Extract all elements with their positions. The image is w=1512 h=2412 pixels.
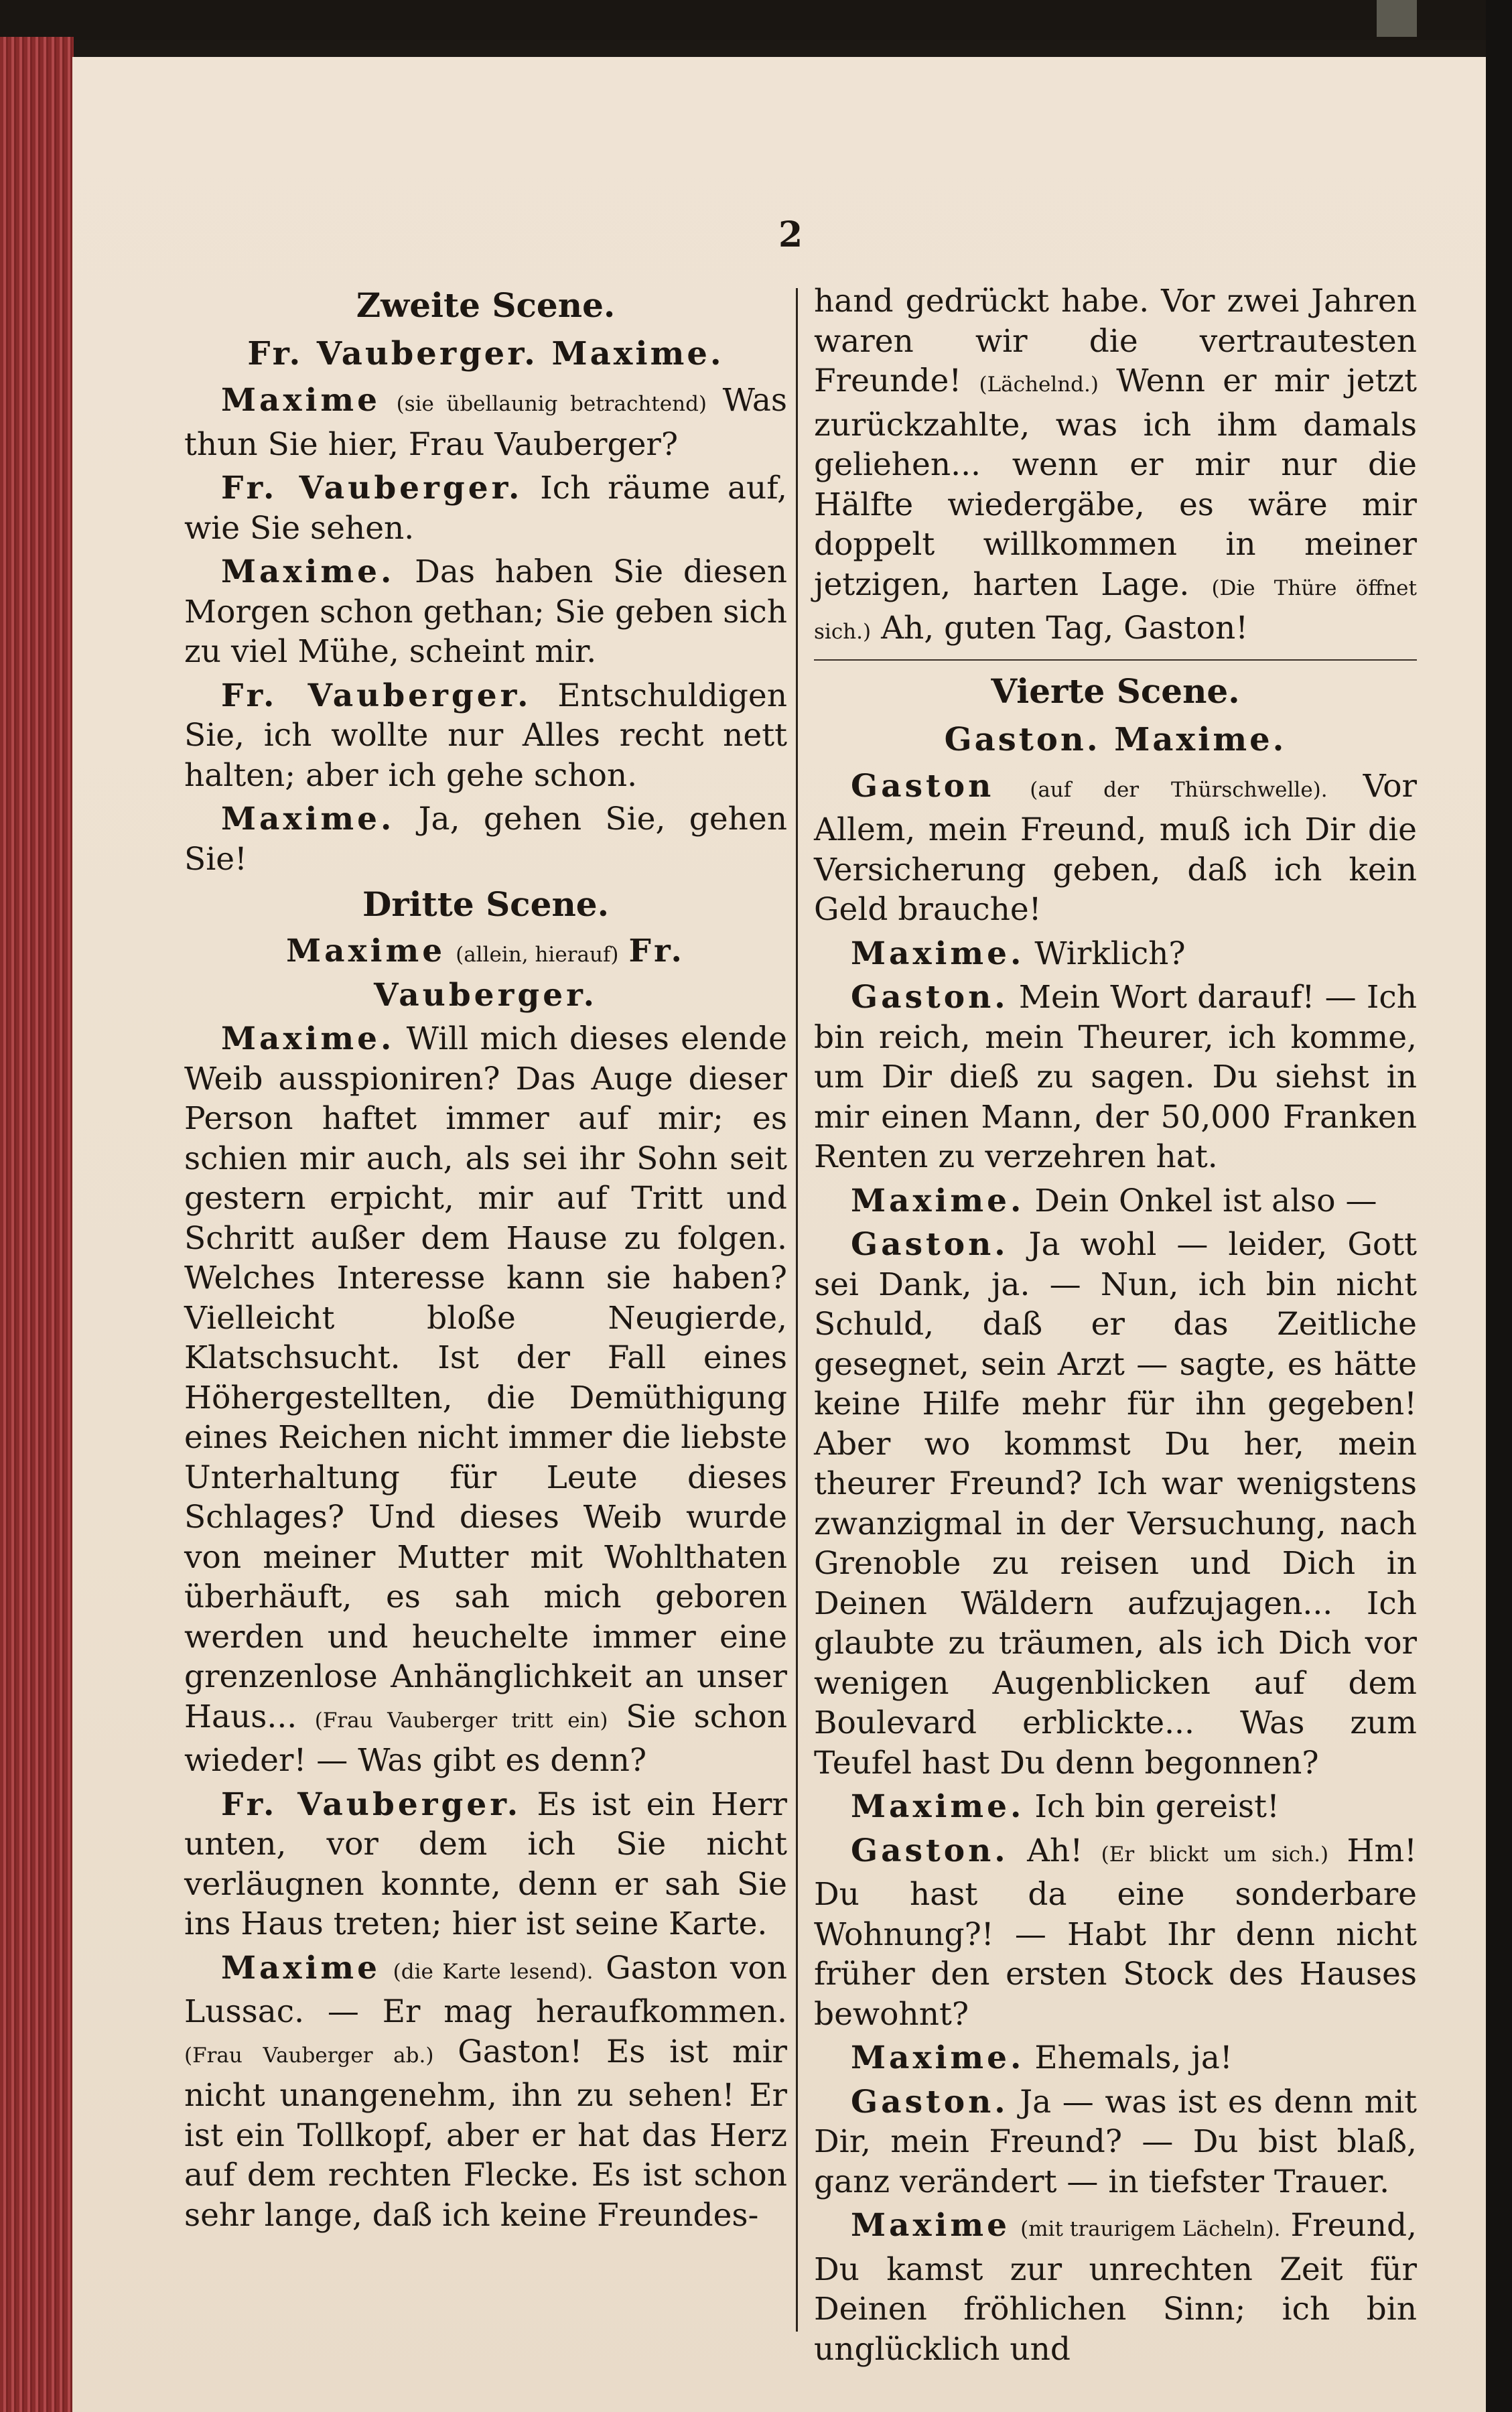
speaker-name: Gaston. — [851, 2083, 1009, 2121]
dialogue-text: Hm! Du hast da eine sonderbare Wohnung?! — Habt Ihr denn nicht früher den ersten Stock des Hauses bewohnt? — [814, 1832, 1417, 2033]
speaker-name: Maxime. — [851, 2039, 1025, 2076]
speaker-name: Maxime. — [221, 553, 395, 590]
dialogue-text: Sie schon wieder! — Was gibt es denn? — [184, 1698, 787, 1779]
dialogue-text: Das haben Sie diesen Morgen schon gethan; Sie geben sich zu viel Mühe, scheint mir. — [184, 553, 787, 670]
speaker-name: Maxime. — [851, 1182, 1025, 1219]
stage-direction: (Lächelnd.) — [979, 373, 1099, 397]
scene-persons — [184, 931, 787, 1015]
dialogue-paragraph — [814, 1225, 1417, 1783]
stage-direction: (die Karte lesend). — [393, 1959, 594, 1984]
stage-direction: (sie übellaunig betrachtend) — [396, 392, 707, 416]
speaker-name: Gaston. — [851, 1832, 1009, 1869]
stage-direction: (auf der Thürschwelle). — [1030, 777, 1328, 802]
dialogue-text: Was thun Sie hier, Frau Vauberger? — [184, 382, 787, 463]
dialogue-text: Ah! — [1027, 1832, 1083, 1869]
left-column — [184, 281, 787, 2239]
speaker-name: Maxime — [221, 1949, 381, 1987]
speaker-name: Gaston. — [851, 1226, 1009, 1263]
dialogue-paragraph — [814, 2038, 1417, 2078]
stage-direction: (Die Thüre öffnet sich.) — [814, 576, 1417, 644]
horizontal-rule — [814, 659, 1417, 661]
dialogue-text: Ah, guten Tag, Gaston! — [881, 610, 1249, 647]
dialogue-text: Ich räume auf, wie Sie sehen. — [184, 470, 787, 547]
stage-direction: (Frau Vauberger ab.) — [184, 2043, 434, 2068]
dialogue-paragraph — [814, 1787, 1417, 1827]
dialogue-paragraph — [184, 468, 787, 548]
page-number: 2 — [778, 214, 803, 255]
speaker-name: Gaston — [851, 767, 995, 805]
speaker-name: Fr. Vauberger. — [374, 933, 685, 1014]
stage-direction: (Frau Vauberger tritt ein) — [314, 1708, 608, 1733]
speaker-name: Maxime — [851, 2207, 1010, 2244]
scene-heading: Dritte Scene. — [362, 884, 610, 924]
dialogue-text: Mein Wort darauf! — Ich bin reich, mein Theurer, ich komme, um Dir dieß zu sagen. Du siehst in mir einen Mann, der 50,000 Franken Renten zu verzehren hat. — [814, 979, 1417, 1175]
dialogue-paragraph — [184, 799, 787, 879]
dialogue-paragraph — [184, 1019, 787, 1781]
dialogue-paragraph — [184, 1948, 787, 2236]
scene-heading: Vierte Scene. — [991, 671, 1240, 711]
speaker-name: Maxime. — [851, 935, 1025, 972]
dialogue-text: Will mich dieses elende Weib ausspioniren? Das Auge dieser Person haftet immer auf mir; es schien mir auch, als sei ihr Sohn seit gestern erpicht, mir auf Tritt und Schritt außer dem Hause zu folgen. Welches Interesse kann sie haben? Vielleicht bloße Neugierde, Klatschsucht. Ist der Fall eines Höhergestellten, die Demüthigung eines Reichen nicht immer die liebste Unterhaltung für Leute dieses Schlages? Und dieses Weib wurde von meiner Mutter mit Wohlthaten überhäuft, es sah mich geboren werden und heuchelte immer eine grenzenlose Anhänglichkeit an unser Haus... — [184, 1020, 787, 1735]
bookmark-ribbon — [1377, 0, 1417, 37]
dialogue-paragraph — [814, 934, 1417, 974]
dialogue-text: Ja wohl — leider, Gott sei Dank, ja. — Nun, ich bin nicht Schuld, daß er das Zeitliche gesegnet, sein Arzt — sagte, es hätte keine Hilfe mehr für ihn gegeben! Aber wo kommst Du her, mein theurer Freund? Ich war wenigstens zwanzigmal in der Versuchung, nach Grenoble zu reisen und Dich in Deinen Wäldern aufzujagen... Ich glaubte zu träumen, als ich Dich vor wenigen Augenblicken auf dem Boulevard erblickte... Was zum Teufel hast Du denn begonnen? — [814, 1226, 1417, 1782]
dialogue-paragraph — [814, 2082, 1417, 2202]
dialogue-text: Vor Allem, mein Freund, muß ich Dir die Versicherung geben, daß ich kein Geld brauche! — [814, 767, 1417, 928]
dialogue-text: Dein Onkel ist also — — [1034, 1182, 1377, 1219]
speaker-name: Maxime — [286, 933, 446, 969]
scene-persons: Gaston. Maxime. — [944, 720, 1287, 758]
book-page-edges — [0, 37, 74, 2412]
speaker-name: Fr. Vauberger. — [221, 1786, 522, 1823]
dialogue-text: Gaston von Lussac. — Er mag heraufkommen. — [184, 1949, 787, 2030]
dialogue-paragraph — [184, 1785, 787, 1944]
dialogue-paragraph — [184, 676, 787, 796]
dialogue-text: Ja — was ist es denn mit Dir, mein Freund? — Du bist blaß, ganz verändert — in tiefster Trauer. — [814, 2083, 1417, 2200]
dialogue-text: Es ist ein Herr unten, vor dem ich Sie nicht verläugnen konnte, denn er sah Sie ins Haus treten; hier ist seine Karte. — [184, 1786, 787, 1942]
speaker-name: Maxime — [221, 382, 381, 419]
scene-heading: Zweite Scene. — [356, 285, 616, 325]
right-column — [814, 281, 1417, 2373]
dialogue-paragraph — [814, 281, 1417, 653]
dialogue-paragraph — [814, 978, 1417, 1177]
dialogue-paragraph — [814, 2206, 1417, 2369]
dialogue-text: Wenn er mir jetzt zurückzahlte, was ich ihm damals geliehen... wenn er mir nur die Hälfte wiedergäbe, es wäre mir doppelt willkommen in meiner jetzigen, harten Lage. — [814, 362, 1417, 603]
dialogue-text: Ja, gehen Sie, gehen Sie! — [184, 801, 787, 878]
speaker-name: Maxime. — [851, 1788, 1025, 1825]
dialogue-paragraph — [814, 766, 1417, 930]
speaker-name: Maxime. — [221, 1020, 395, 1057]
stage-direction: (allein, hierauf) — [456, 943, 619, 967]
stage-direction: (Er blickt um sich.) — [1101, 1842, 1329, 1867]
scene-persons: Fr. Vauberger. Maxime. — [247, 335, 724, 373]
dialogue-text: Wirklich? — [1034, 935, 1186, 972]
column-divider — [796, 288, 798, 2332]
dialogue-paragraph — [814, 1181, 1417, 1221]
speaker-name: Fr. Vauberger. — [221, 470, 523, 507]
dialogue-paragraph — [814, 1831, 1417, 2035]
speaker-name: Maxime. — [221, 801, 395, 838]
stage-direction: (mit traurigem Lächeln). — [1020, 2217, 1281, 2241]
scan-background-top — [0, 0, 1512, 40]
dialogue-text: Entschuldigen Sie, ich wollte nur Alles recht nett halten; aber ich gehe schon. — [184, 677, 787, 794]
dialogue-text: hand gedrückt habe. Vor zwei Jahren waren wir die vertrautesten Freunde! — [814, 283, 1417, 399]
dialogue-text: Ich bin gereist! — [1034, 1788, 1280, 1825]
dialogue-text: Ehemals, ja! — [1034, 2039, 1233, 2076]
speaker-name: Gaston. — [851, 979, 1009, 1016]
dialogue-text: Gaston! Es ist mir nicht unangenehm, ihn zu sehen! Er ist ein Tollkopf, aber er hat das Herz auf dem rechten Flecke. Es ist schon sehr lange, daß ich keine Freundes- — [184, 2033, 787, 2234]
scan-background-right — [1486, 0, 1512, 2412]
dialogue-paragraph — [184, 381, 787, 464]
speaker-name: Fr. Vauberger. — [221, 677, 532, 714]
dialogue-text: Freund, Du kamst zur unrechten Zeit für Deinen fröhlichen Sinn; ich bin unglücklich und — [814, 2207, 1417, 2368]
dialogue-paragraph — [184, 552, 787, 672]
